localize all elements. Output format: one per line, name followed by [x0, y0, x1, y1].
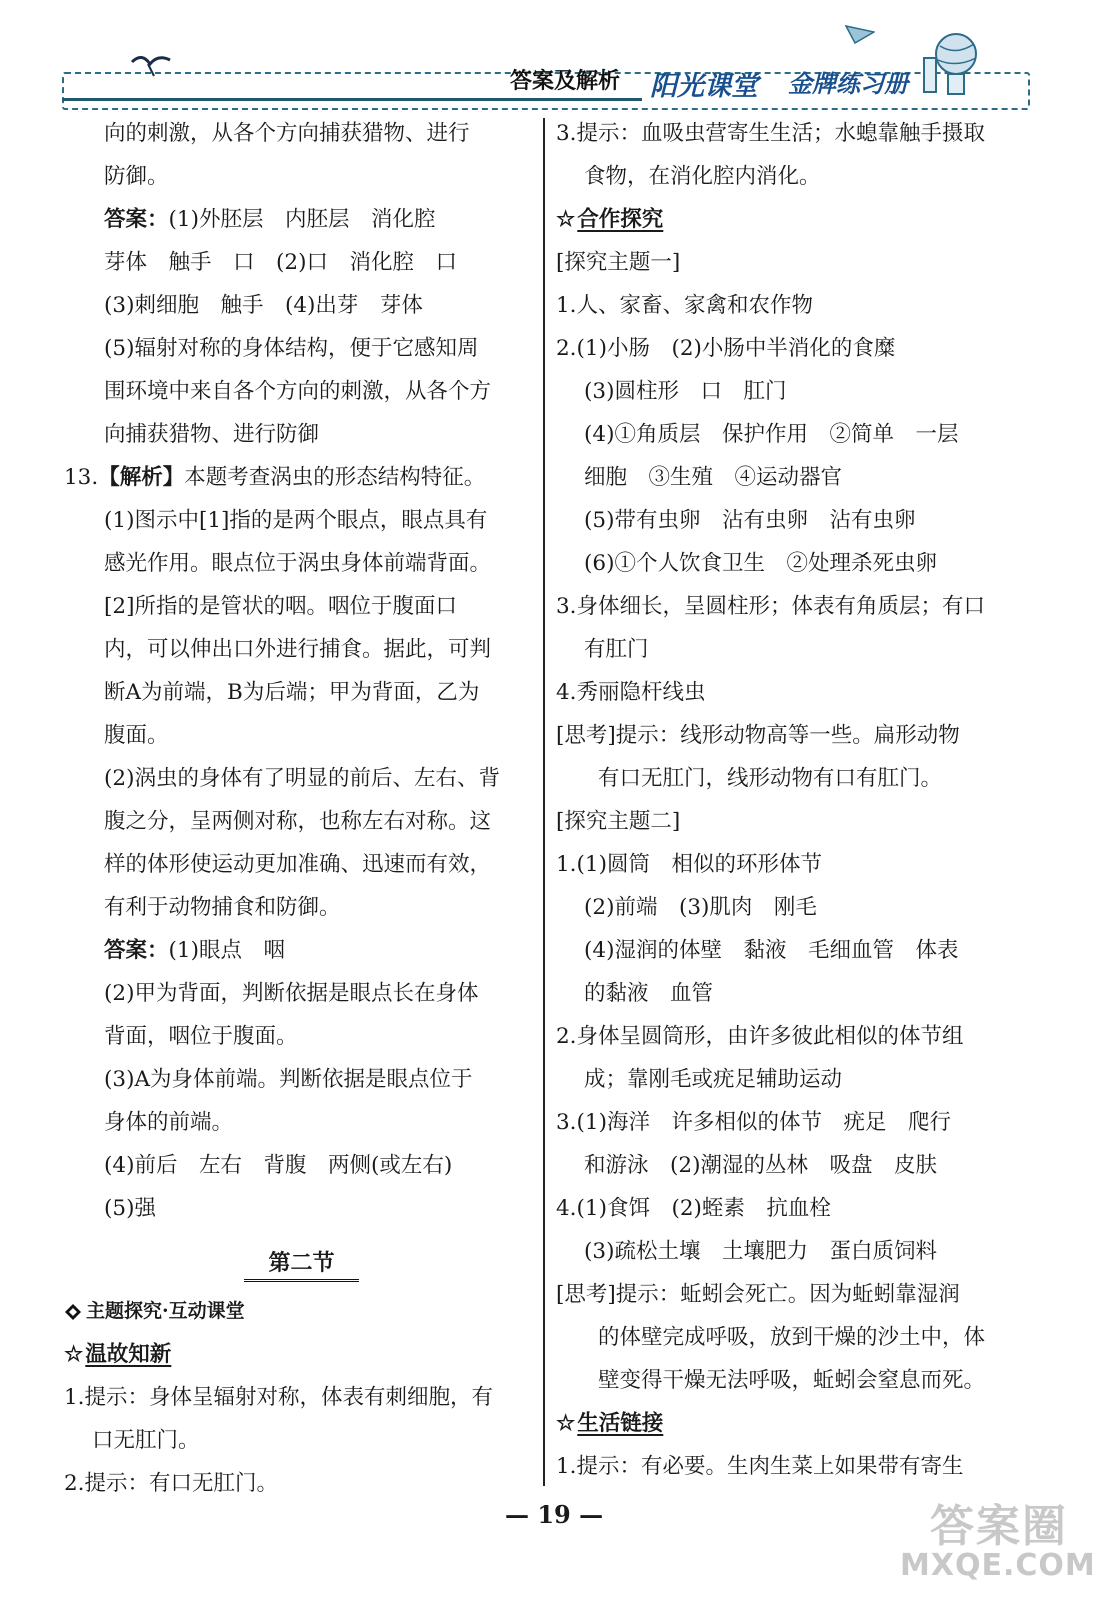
text-line: (3)A为身体前端。判断依据是眼点位于: [104, 1067, 473, 1092]
text-line: 芽体 触手 口 (2)口 消化腔 口: [104, 250, 457, 275]
paper-plane-icon: [845, 22, 875, 44]
left-column: [64, 112, 534, 1505]
text-line: 断A为前端，B为后端；甲为背面，乙为: [104, 680, 480, 705]
text-line: (1)图示中[1]指的是两个眼点，眼点具有: [104, 508, 488, 533]
text-line: (6)①个人饮食卫生 ②处理杀死虫卵: [584, 551, 937, 576]
bold-label: 答案：: [104, 207, 169, 232]
text-line: 和游泳 (2)潮湿的丛林 吸盘 皮肤: [584, 1153, 937, 1178]
header-subtitle: 金牌练习册: [788, 69, 908, 98]
text-line: 答案：(1)眼点 咽: [104, 938, 285, 963]
text-line: 细胞 ③生殖 ④运动器官: [584, 465, 843, 490]
text-line: [思考]提示：线形动物高等一些。扁形动物: [556, 723, 960, 748]
text-line: 样的体形使运动更加准确、迅速而有效，: [104, 852, 492, 877]
coop-heading-text: 合作探究: [577, 207, 664, 232]
text-line: 有肛门: [584, 637, 649, 662]
diamond-icon: [64, 1303, 82, 1321]
right-text-block-c: [556, 1445, 1031, 1488]
section-title: 第二节: [244, 1246, 359, 1282]
text-line: (3)圆柱形 口 肛门: [584, 379, 787, 404]
text-line: 食物，在消化腔内消化。: [584, 164, 821, 189]
text-line: (2)前端 (3)肌肉 刚毛: [584, 895, 817, 920]
text-line: 的体壁完成呼吸，放到干燥的沙土中，体: [598, 1325, 986, 1350]
star-icon: ☆: [556, 1411, 576, 1436]
text-line: 向捕获猎物、进行防御: [104, 422, 320, 447]
text-line: 3.(1)海洋 许多相似的体节 疣足 爬行: [556, 1110, 951, 1135]
text-line: 有口无肛门，线形动物有口有肛门。: [598, 766, 943, 791]
life-heading-text: 生活链接: [577, 1411, 664, 1436]
right-column: [556, 112, 1031, 1488]
star-icon: ☆: [64, 1342, 84, 1367]
text-line: 1.提示：身体呈辐射对称，体表有刺细胞，有: [64, 1385, 494, 1410]
watermark-logo: [900, 1490, 1110, 1595]
text-line: 答案：(1)外胚层 内胚层 消化腔: [104, 207, 436, 232]
text-line: (2)涡虫的身体有了明显的前后、左右、背: [104, 766, 500, 791]
life-heading: [556, 1402, 1031, 1445]
text-line: 13.【解析】本题考查涡虫的形态结构特征。: [64, 465, 486, 490]
text-line: 的黏液 血管: [584, 981, 714, 1006]
text-line: [思考]提示：蚯蚓会死亡。因为蚯蚓靠湿润: [556, 1282, 960, 1307]
text-line: 身体的前端。: [104, 1110, 234, 1135]
watermark-top: 答案圈: [930, 1501, 1068, 1552]
text-line: 壁变得干燥无法呼吸，蚯蚓会窒息而死。: [598, 1368, 986, 1393]
text-line: 4.秀丽隐杆线虫: [556, 680, 706, 705]
text-line: [2]所指的是管状的咽。咽位于腹面口: [104, 594, 457, 619]
header-answer-label: 答案及解析: [510, 68, 621, 94]
text-line: (5)强: [104, 1196, 156, 1221]
text-line: 1.(1)圆筒 相似的环形体节: [556, 852, 822, 877]
header-rule: [62, 98, 642, 101]
text-line: 2.身体呈圆筒形，由许多彼此相似的体节组: [556, 1024, 964, 1049]
left-text-block: [64, 112, 534, 1230]
text-line: 向的刺激，从各个方向捕获猎物、进行: [104, 121, 470, 146]
text-line: 口无肛门。: [92, 1428, 200, 1453]
text-line: 2.提示：有口无肛门。: [64, 1471, 279, 1496]
text-line: 感光作用。眼点位于涡虫身体前端背面。: [104, 551, 492, 576]
left-tail-block: [64, 1376, 534, 1505]
section-title-wrap: [64, 1230, 534, 1290]
text-line: (5)辐射对称的身体结构，便于它感知周: [104, 336, 479, 361]
subsection-heading-text: 主题探究·互动课堂: [86, 1300, 245, 1322]
text-line: (4)前后 左右 背腹 两侧(或左右): [104, 1153, 453, 1178]
text-line: 背面，咽位于腹面。: [104, 1024, 298, 1049]
text-line: (3)刺细胞 触手 (4)出芽 芽体: [104, 293, 423, 318]
page-number: — 19 —: [505, 1500, 604, 1529]
text-line: (5)带有虫卵 沾有虫卵 沾有虫卵: [584, 508, 916, 533]
seagull-icon: [130, 50, 172, 80]
page-header: [0, 0, 1115, 120]
watermark-bottom: MXQE.COM: [900, 1548, 1096, 1583]
text-line: 有利于动物捕食和防御。: [104, 895, 341, 920]
text-line: 3.身体细长，呈圆柱形；体表有角质层；有口: [556, 594, 986, 619]
coop-heading: [556, 198, 1031, 241]
text-line: 1.人、家畜、家禽和农作物: [556, 293, 814, 318]
text-line: 成；靠刚毛或疣足辅助运动: [584, 1067, 843, 1092]
subsection-heading: [64, 1290, 534, 1333]
text-line: [探究主题二]: [556, 809, 681, 834]
text-line: 2.(1)小肠 (2)小肠中半消化的食糜: [556, 336, 896, 361]
text-line: [探究主题一]: [556, 250, 681, 275]
text-line: (3)疏松土壤 土壤肥力 蛋白质饲料: [584, 1239, 937, 1264]
text-line: (4)①角质层 保护作用 ②简单 一层: [584, 422, 959, 447]
text-line: 腹面。: [104, 723, 169, 748]
right-text-block-a: [556, 112, 1031, 198]
text-line: 腹之分，呈两侧对称，也称左右对称。这: [104, 809, 492, 834]
text-line: 4.(1)食饵 (2)蛭素 抗血栓: [556, 1196, 831, 1221]
text-line: 3.提示：血吸虫营寄生生活；水螅靠触手摄取: [556, 121, 986, 146]
text-line: 1.提示：有必要。生肉生菜上如果带有寄生: [556, 1454, 964, 1479]
right-text-block-b: [556, 241, 1031, 1402]
text-line: 内，可以伸出口外进行捕食。据此，可判: [104, 637, 492, 662]
review-heading: [64, 1333, 534, 1376]
text-line: (4)湿润的体壁 黏液 毛细血管 体表: [584, 938, 959, 963]
bold-label: 答案：: [104, 938, 169, 963]
bold-label: 【解析】: [98, 465, 185, 490]
text-line: (2)甲为背面，判断依据是眼点长在身体: [104, 981, 479, 1006]
header-brand: 阳光课堂: [650, 71, 758, 102]
review-heading-text: 温故知新: [85, 1342, 172, 1367]
text-line: 防御。: [104, 164, 169, 189]
text-line: 围环境中来自各个方向的刺激，从各个方: [104, 379, 492, 404]
globe-icon: [918, 28, 988, 100]
star-icon: ☆: [556, 207, 576, 232]
column-divider: [543, 118, 545, 1486]
